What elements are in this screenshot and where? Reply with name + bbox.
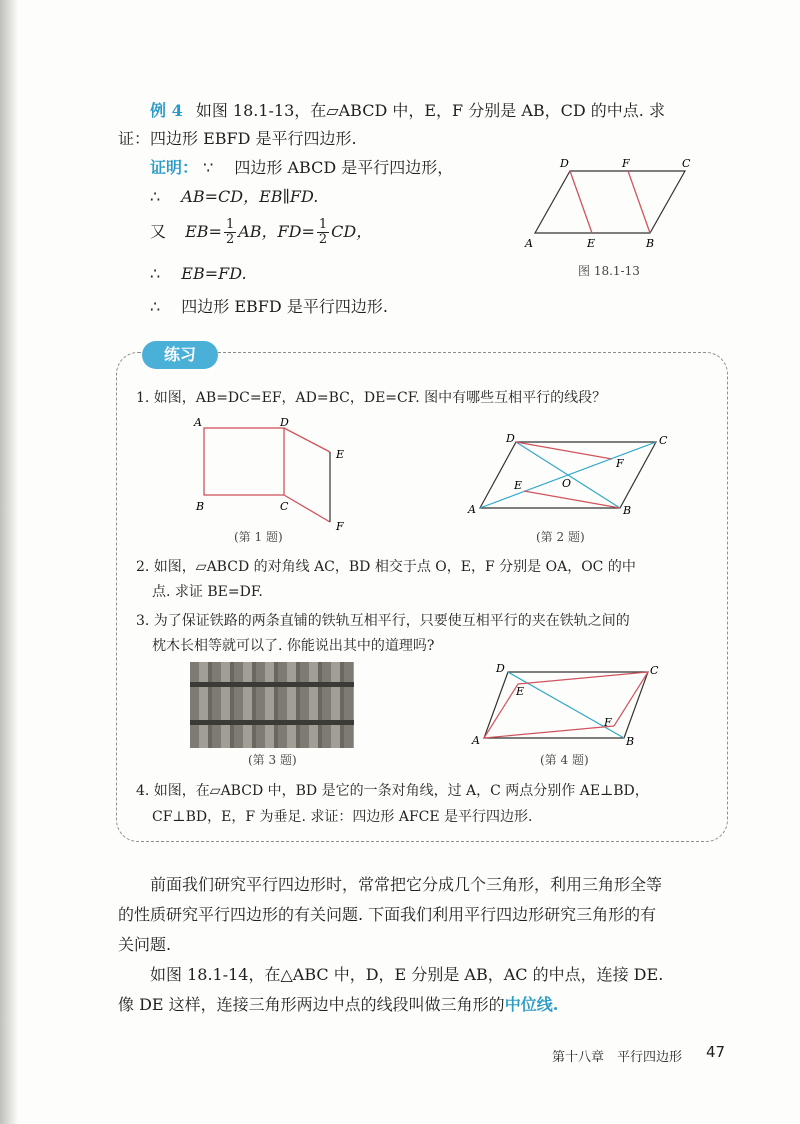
example-label: 例 4 <box>150 101 183 120</box>
caption-q2: (第 2 题) <box>536 530 585 544</box>
q1-label-c: C <box>280 500 289 513</box>
proof-label: 证明： <box>150 158 199 177</box>
fd-rhs: CD， <box>331 222 373 241</box>
figure-q4 <box>466 662 676 747</box>
caption-q1: (第 1 题) <box>234 530 283 544</box>
exercise-q1: 1. 如图，AB=DC=EF，AD=BC，DE=CF. 图中有哪些互相平行的线段？ <box>136 390 607 406</box>
q4-label-c: C <box>650 664 659 677</box>
proof-text-5: 四边形 EBFD 是平行四边形. <box>181 297 388 316</box>
example-line-1 <box>150 98 665 121</box>
q4-label-e: E <box>516 685 525 698</box>
q2-label-d: D <box>506 432 515 445</box>
q2-label-b: B <box>623 504 632 517</box>
rail-top <box>190 682 354 687</box>
q2-label-a: A <box>468 503 476 516</box>
fig13-label-e: E <box>587 237 596 250</box>
q2-label-c: C <box>659 434 668 447</box>
figure-q1 <box>190 412 360 537</box>
q2-label-f: F <box>616 457 624 470</box>
eb-rhs: AB，FD= <box>238 222 315 241</box>
fig13-label-c: C <box>682 157 691 170</box>
figure-caption: 图 18.1-13 <box>578 264 640 278</box>
exercise-q4-line2: CF⊥BD，E，F 为垂足. 求证：四边形 AFCE 是平行四边形. <box>152 809 533 825</box>
also-word: 又 <box>150 222 167 241</box>
fig13-label-d: D <box>560 157 569 170</box>
figure-q2 <box>466 430 676 520</box>
fig13-label-a: A <box>525 237 533 250</box>
caption-q3: (第 3 题) <box>248 753 297 767</box>
therefore-symbol-3: ∴ <box>150 297 161 316</box>
exercise-q2-line1: 2. 如图，▱ABCD 的对角线 AC，BD 相交于点 O，E，F 分别是 OA，OC 的中 <box>136 559 636 575</box>
proof-line-5 <box>150 294 388 317</box>
fraction-half-1: $\frac{1}{2}$ <box>225 217 235 247</box>
q1-label-f: F <box>336 520 344 533</box>
proof-line-3 <box>150 218 372 247</box>
fig13-label-b: B <box>646 237 655 250</box>
proof-text-2: AB=CD，EB∥FD. <box>181 187 319 206</box>
body-p1-line1: 前面我们研究平行四边形时，常常把它分成几个三角形，利用三角形全等 <box>150 875 663 894</box>
fraction-half-2: $\frac{1}{2}$ <box>318 217 328 247</box>
q4-label-f: F <box>604 716 612 729</box>
proof-text-4: EB=FD. <box>181 264 247 283</box>
therefore-symbol-2: ∴ <box>150 264 161 283</box>
footer-page-number: 47 <box>706 1043 726 1061</box>
exercise-tag: 练习 <box>142 341 218 369</box>
q4-label-b: B <box>626 735 635 747</box>
proof-line-1 <box>150 155 453 178</box>
proof-line-4 <box>150 264 247 283</box>
q1-label-d: D <box>280 416 289 429</box>
rail-bottom <box>190 720 354 725</box>
body-p1-line2: 的性质研究平行四边形的有关问题. 下面我们利用平行四边形研究三角形的有 <box>118 905 657 924</box>
exercise-q3-line2: 枕木长相等就可以了. 你能说出其中的道理吗? <box>152 638 435 654</box>
exercise-q3-line1: 3. 为了保证铁路的两条直铺的铁轨互相平行，只要使互相平行的夹在铁轨之间的 <box>136 613 630 629</box>
body-p2-line1: 如图 18.1-14，在△ABC 中，D，E 分别是 AB，AC 的中点，连接 DE. <box>150 965 664 984</box>
caption-q4: (第 4 题) <box>540 753 589 767</box>
midline-term: 中位线. <box>504 995 559 1014</box>
body-p2-line2 <box>118 992 558 1015</box>
body-p1-line3: 关问题. <box>118 935 172 954</box>
body-p2-text: 像 DE 这样，连接三角形两边中点的线段叫做三角形的 <box>118 995 505 1014</box>
q1-label-e: E <box>336 448 345 461</box>
because-symbol: ∵ <box>203 158 214 177</box>
q1-label-a: A <box>194 416 202 429</box>
railway-photo <box>190 662 354 748</box>
fig13-label-f: F <box>622 157 630 170</box>
exercise-q2-line2: 点. 求证 BE=DF. <box>152 584 263 600</box>
q4-label-d: D <box>496 662 505 675</box>
exercise-q4-line1: 4. 如图，在▱ABCD 中，BD 是它的一条对角线，过 A，C 两点分别作 AE⊥BD， <box>136 783 649 799</box>
q4-label-a: A <box>472 734 480 747</box>
example-line-2: 证：四边形 EBFD 是平行四边形. <box>118 129 357 148</box>
q2-label-o: O <box>562 477 572 490</box>
q1-label-b: B <box>196 500 205 513</box>
q2-label-e: E <box>514 479 523 492</box>
page-spine-shadow <box>0 0 18 1124</box>
therefore-symbol: ∴ <box>150 187 161 206</box>
eb-lhs: EB= <box>185 222 222 241</box>
example-text-1: 如图 18.1-13，在▱ABCD 中，E，F 分别是 AB，CD 的中点. 求 <box>195 101 665 120</box>
footer-chapter: 第十八章 平行四边形 <box>552 1050 683 1065</box>
proof-line-2 <box>150 184 318 207</box>
proof-text-1: 四边形 ABCD 是平行四边形， <box>234 158 454 177</box>
figure-18-1-13 <box>520 155 700 255</box>
